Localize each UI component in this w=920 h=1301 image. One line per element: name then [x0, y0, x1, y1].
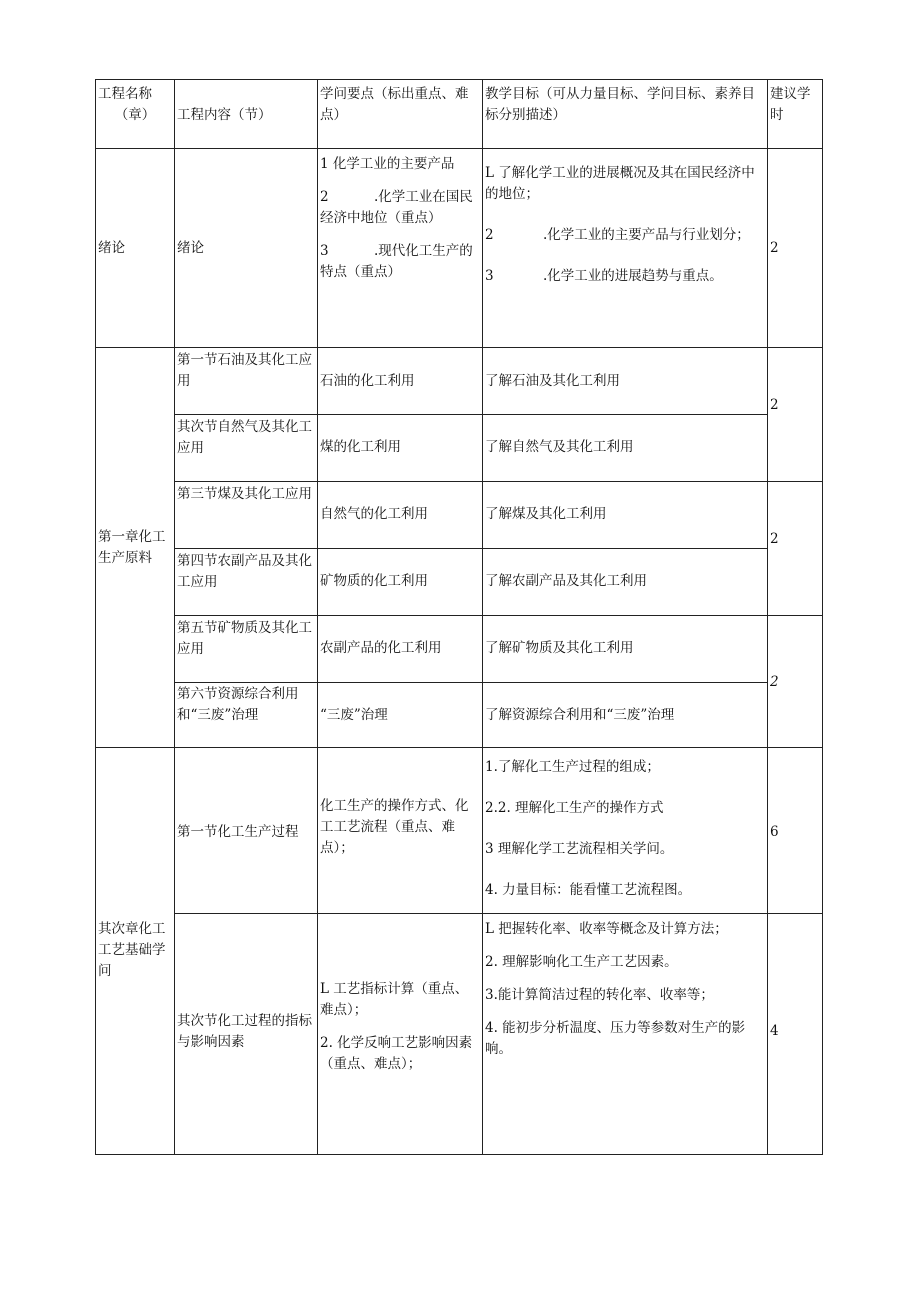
row-divider	[95, 148, 823, 149]
hours-chapter1-2: 2	[770, 531, 779, 547]
table-border-right	[822, 79, 823, 1155]
chapter-1-title: 第一章化工生产原料	[98, 529, 166, 566]
intro-goals: L 了解化学工业的进展概况及其在国民经济中的地位； 2 .化学工业的主要产品与行业划分； 3 .化学工业的进展趋势与重点。	[485, 165, 755, 284]
row-divider	[174, 682, 767, 683]
chapter1-point-6: “三废”治理	[320, 707, 388, 723]
hours-intro: 2	[770, 240, 779, 256]
row-divider	[174, 481, 823, 482]
row-divider	[174, 913, 823, 914]
chapter1-section-3: 第三节煤及其化工应用	[177, 486, 312, 502]
row-divider	[174, 615, 823, 616]
chapter-intro: 绪论	[98, 240, 125, 256]
chapter1-section-5: 第五节矿物质及其化工应用	[177, 620, 312, 657]
hours-chapter1-3: 2	[770, 674, 779, 690]
intro-points: 1 化学工业的主要产品 2 .化学工业在国民经济中地位（重点） 3 .现代化工生产的特点（重点）	[320, 156, 473, 280]
chapter1-point-4: 矿物质的化工利用	[320, 573, 428, 589]
chapter-2-title: 其次章化工工艺基础学问	[98, 921, 166, 979]
header-goals: 教学目标（可从力量目标、学问目标、素养目标分别描述）	[485, 86, 755, 123]
section-intro: 绪论	[177, 240, 204, 256]
row-divider	[95, 747, 823, 748]
row-divider	[174, 414, 767, 415]
chapter1-section-6: 第六节资源综合利用和“三废”治理	[177, 686, 299, 723]
chapter1-goal-5: 了解矿物质及其化工利用	[485, 640, 634, 656]
table-border-bottom	[95, 1154, 823, 1155]
row-divider	[174, 548, 767, 549]
hours-chapter2-1: 6	[770, 824, 779, 840]
hours-chapter2-2: 4	[770, 1023, 779, 1039]
chapter2-points-2: L 工艺指标计算（重点、难点）； 2. 化学反响工艺影响因素（重点、难点）；	[320, 981, 473, 1072]
chapter1-point-3: 自然气的化工利用	[320, 506, 428, 522]
chapter1-section-4: 第四节农副产品及其化工应用	[177, 553, 312, 590]
header-chapter: 工程名称 （章）	[98, 86, 156, 123]
header-hours: 建议学时	[770, 86, 811, 123]
chapter2-points-1: 化工生产的操作方式、化工工艺流程（重点、难点）；	[320, 798, 469, 856]
chapter1-goal-3: 了解煤及其化工利用	[485, 506, 607, 522]
chapter1-goal-6: 了解资源综合利用和“三废”治理	[485, 707, 675, 723]
course-table	[95, 79, 823, 1155]
chapter1-goal-4: 了解农副产品及其化工利用	[485, 573, 647, 589]
chapter1-point-1: 石油的化工利用	[320, 373, 415, 389]
chapter1-point-5: 农副产品的化工利用	[320, 640, 442, 656]
chapter2-goals-2: L 把握转化率、收率等概念及计算方法； 2. 理解影响化工生产工艺因素。 3.能计算简洁过程的转化率、收率等； 4. 能初步分析温度、压力等参数对生产的影响。	[485, 921, 746, 1057]
chapter1-point-2: 煤的化工利用	[320, 439, 401, 455]
chapter1-section-2: 其次节自然气及其化工应用	[177, 419, 312, 456]
header-section: 工程内容（节）	[177, 107, 272, 123]
row-divider	[95, 347, 823, 348]
chapter1-section-1: 第一节石油及其化工应用	[177, 352, 312, 389]
header-points: 学问要点（标出重点、难点）	[320, 86, 469, 123]
chapter1-goal-2: 了解自然气及其化工利用	[485, 439, 634, 455]
chapter2-section-1: 第一节化工生产过程	[177, 824, 299, 840]
chapter2-goals-1: 1.了解化工生产过程的组成； 2.2. 理解化工生产的操作方式 3 理解化学工艺流程相关学问。 4. 力量目标：能看懂工艺流程图。	[485, 759, 692, 898]
hours-chapter1-1: 2	[770, 397, 779, 413]
chapter1-goal-1: 了解石油及其化工利用	[485, 373, 620, 389]
table-border-top	[95, 79, 823, 80]
chapter2-section-2: 其次节化工过程的指标与影响因素	[177, 1013, 312, 1050]
